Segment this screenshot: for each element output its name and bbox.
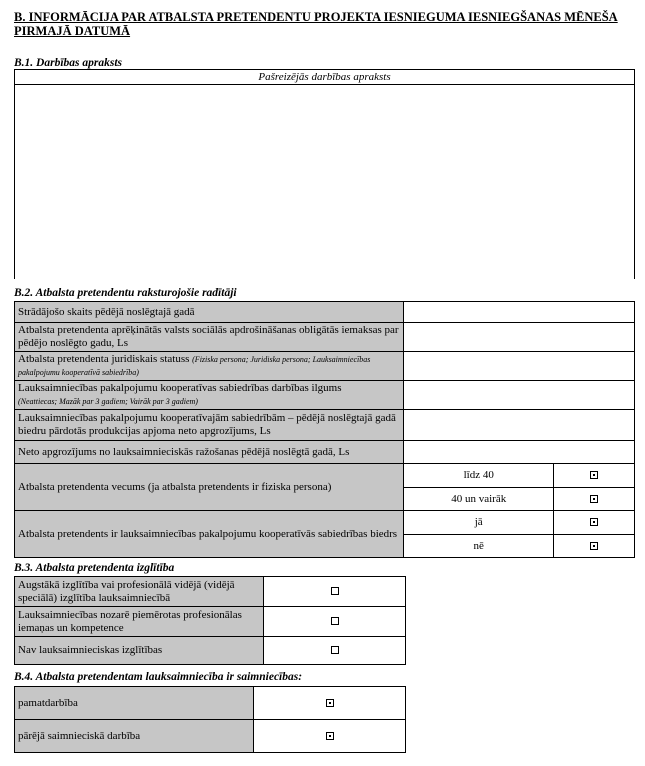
age-under-40-checkbox[interactable] <box>590 471 598 479</box>
section-b3-heading: B.3. Atbalsta pretendenta izglītība <box>14 562 175 574</box>
indicator-label: Atbalsta pretendenta aprēķinātās valsts sociālās apdrošināšanas obligātās iemaksas par pēdējo noslēgto gadu, Ls <box>15 323 404 352</box>
member-yes-checkbox[interactable] <box>590 518 598 526</box>
cooperative-member-label: Atbalsta pretendents ir lauksaimniecības pakalpojumu kooperatīvās sabiedrības biedrs <box>15 511 404 558</box>
agriculture-role-table <box>14 686 406 753</box>
indicator-value-field[interactable] <box>404 441 635 464</box>
member-option-label: jā <box>404 511 554 535</box>
indicator-label: Lauksaimniecības pakalpojumu kooperatīvajām sabiedrībām – pēdējā noslēgtajā gadā biedru pārdotās produkcijas apjoma neto apgrozījums, Ls <box>15 410 404 441</box>
education-none-checkbox[interactable] <box>331 646 339 654</box>
activity-description-header: Pašreizējās darbības apraksts <box>14 69 635 85</box>
indicator-label <box>15 381 404 410</box>
indicator-value-field[interactable] <box>404 323 635 352</box>
indicator-label: Neto apgrozījums no lauksaimnieciskās ražošanas pēdējā noslēgtā gadā, Ls <box>15 441 404 464</box>
section-b2-heading: B.2. Atbalsta pretendentu raksturojošie radītāji <box>14 287 237 299</box>
main-activity-checkbox[interactable] <box>326 699 334 707</box>
form-section-title: B. INFORMĀCIJA PAR ATBALSTA PRETENDENTU PROJEKTA IESNIEGUMA IESNIEGŠANAS MĒNEŠA PIRMAJĀ DATUMĀ <box>14 10 618 38</box>
indicator-value-field[interactable] <box>404 381 635 410</box>
indicator-label-text: Atbalsta pretendenta juridiskais statuss <box>18 353 190 365</box>
age-40-plus-checkbox[interactable] <box>590 495 598 503</box>
education-option-label: Nav lauksaimnieciskas izglītības <box>15 637 264 665</box>
agriculture-role-label: pamatdarbība <box>15 687 254 720</box>
member-option-label: nē <box>404 535 554 558</box>
indicator-note: (Fiziska persona; Juridiska persona; Lauksaimniecības pakalpojumu kooperatīvā sabiedrība) <box>18 355 371 377</box>
education-option-label: Lauksaimniecības nozarē piemērotas profesionālas iemaņas un kompetence <box>15 607 264 637</box>
agriculture-role-label: pārējā saimnieciskā darbība <box>15 720 254 753</box>
indicator-value-field[interactable] <box>404 410 635 441</box>
education-higher-checkbox[interactable] <box>331 587 339 595</box>
age-option-label: līdz 40 <box>404 464 554 488</box>
indicator-value-field[interactable] <box>404 352 635 381</box>
indicator-value-field[interactable] <box>404 302 635 323</box>
indicator-label <box>15 352 404 381</box>
activity-description-field[interactable] <box>14 84 635 279</box>
indicator-note: (Neattiecas; Mazāk par 3 gadiem; Vairāk par 3 gadiem) <box>18 397 198 406</box>
age-option-label: 40 un vairāk <box>404 488 554 511</box>
indicator-label-text: Lauksaimniecības pakalpojumu kooperatīvas sabiedrības darbības ilgums <box>18 382 342 394</box>
education-skills-checkbox[interactable] <box>331 617 339 625</box>
member-no-checkbox[interactable] <box>590 542 598 550</box>
section-b1-heading: B.1. Darbības apraksts <box>14 57 122 69</box>
age-label: Atbalsta pretendenta vecums (ja atbalsta pretendents ir fiziska persona) <box>15 464 404 511</box>
education-table <box>14 576 406 665</box>
section-b4-heading: B.4. Atbalsta pretendentam lauksaimniecība ir saimniecības: <box>14 671 303 683</box>
indicator-label: Strādājošo skaits pēdējā noslēgtajā gadā <box>15 302 404 323</box>
other-activity-checkbox[interactable] <box>326 732 334 740</box>
applicant-indicators-table <box>14 301 635 558</box>
education-option-label: Augstākā izglītība vai profesionālā vidējā (vidējā speciālā) izglītība lauksaimniecībā <box>15 577 264 607</box>
